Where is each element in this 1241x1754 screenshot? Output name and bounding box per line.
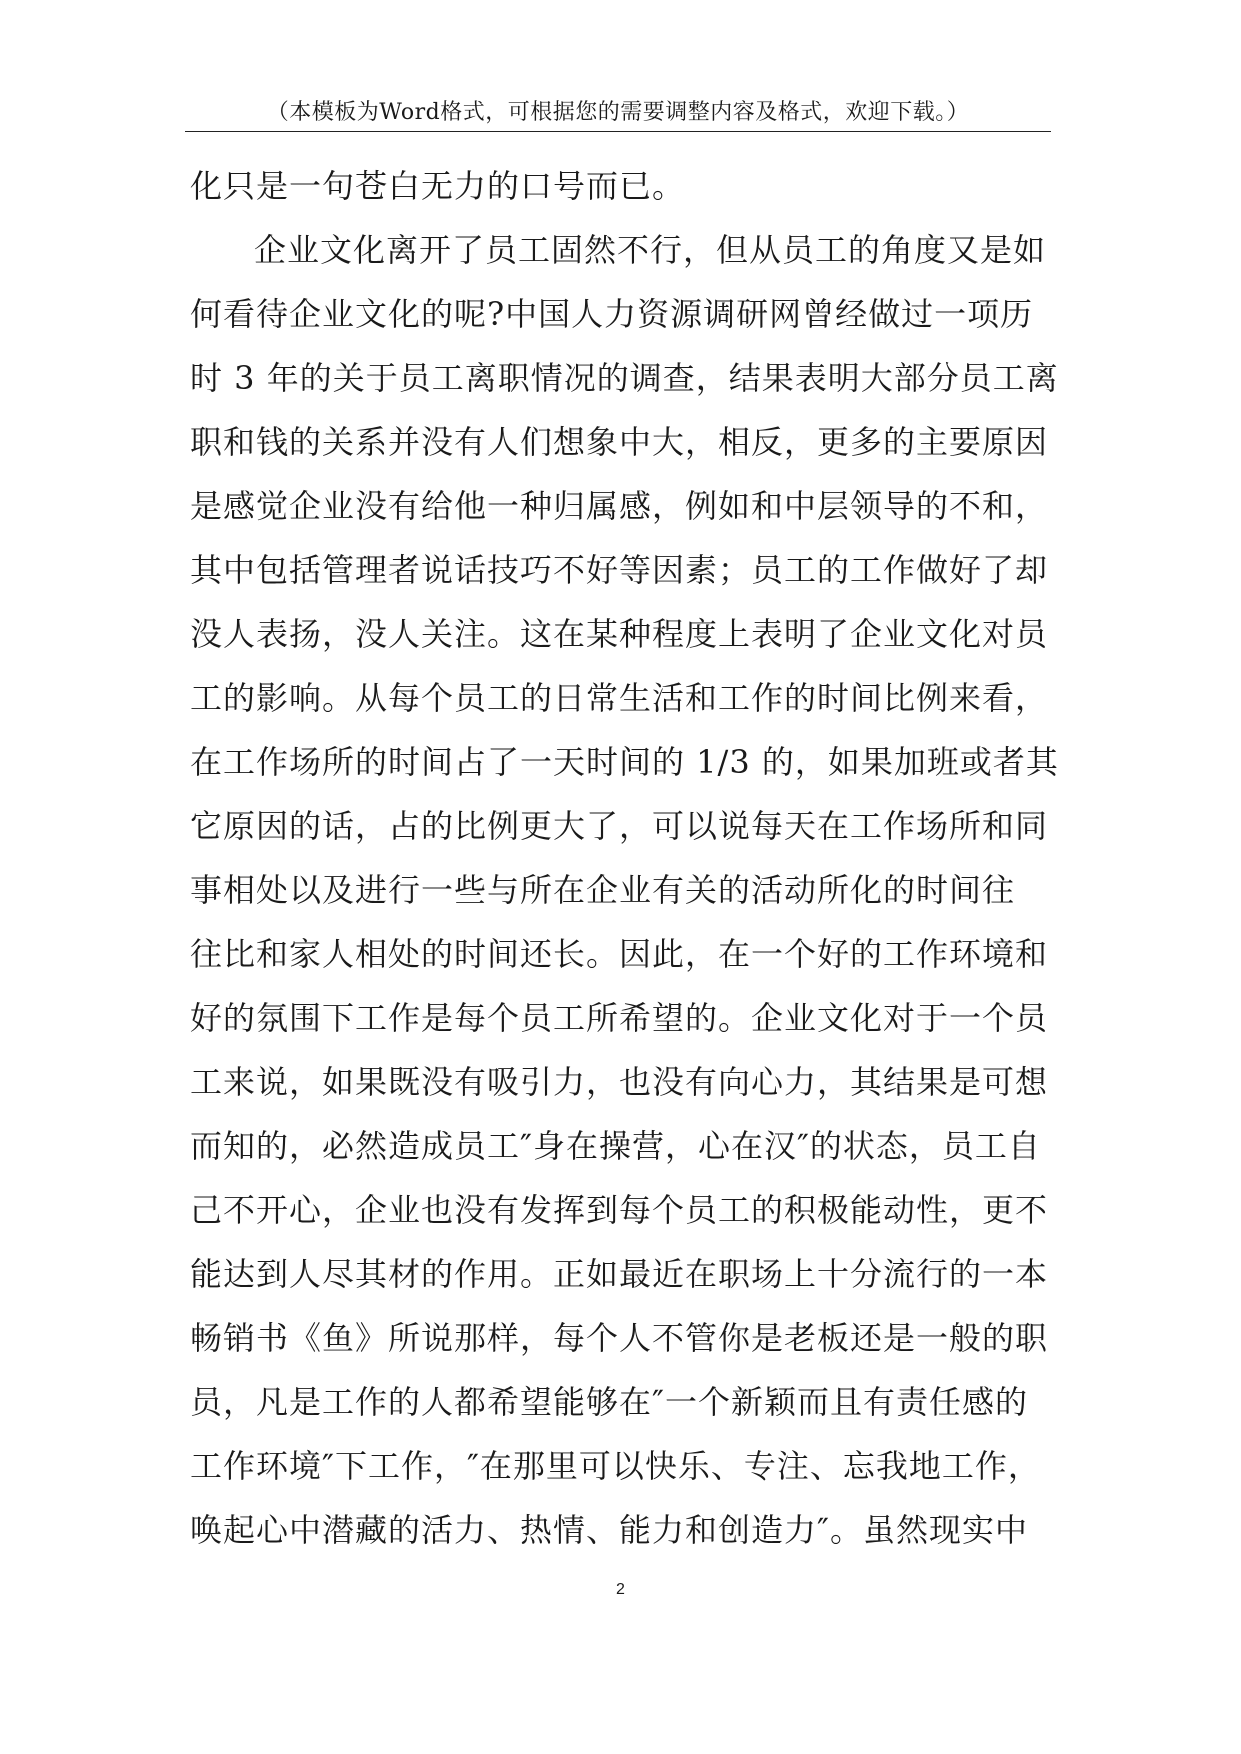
text-line: 己不开心，企业也没有发挥到每个员工的积极能动性，更不 (190, 1191, 1049, 1229)
text-line: 在工作场所的时间占了一天时间的 1/3 的，如果加班或者其 (190, 743, 1059, 781)
paragraph-first-line: 企业文化离开了员工固然不行，但从员工的角度又是如 (254, 231, 1047, 269)
text-line: 其中包括管理者说话技巧不好等因素；员工的工作做好了却 (190, 551, 1049, 589)
text-line: 而知的，必然造成员工″身在操营，心在汉″的状态，员工自 (190, 1127, 1041, 1165)
page-number: 2 (616, 1581, 625, 1598)
text-line: 工的影响。从每个员工的日常生活和工作的时间比例来看， (190, 679, 1049, 717)
text-line: 它原因的话，占的比例更大了，可以说每天在工作场所和同 (190, 807, 1049, 845)
text-line: 能达到人尽其材的作用。正如最近在职场上十分流行的一本 (190, 1255, 1049, 1293)
text-line: 工来说，如果既没有吸引力，也没有向心力，其结果是可想 (190, 1063, 1049, 1101)
text-line: 职和钱的关系并没有人们想象中大，相反，更多的主要原因 (190, 423, 1049, 461)
text-line: 工作环境″下工作，″在那里可以快乐、专注、忘我地工作， (190, 1447, 1041, 1485)
header-divider (185, 131, 1051, 132)
text-line: 员，凡是工作的人都希望能够在″一个新颖而且有责任感的 (190, 1383, 1028, 1421)
text-line: 好的氛围下工作是每个员工所希望的。企业文化对于一个员 (190, 999, 1049, 1037)
text-line: 往比和家人相处的时间还长。因此，在一个好的工作环境和 (190, 935, 1049, 973)
text-line: 唤起心中潜藏的活力、热情、能力和创造力″。虽然现实中 (190, 1511, 1028, 1549)
text-line: 事相处以及进行一些与所在企业有关的活动所化的时间往 (190, 871, 1016, 909)
document-body (190, 154, 1059, 1562)
text-line: 时 3 年的关于员工离职情况的调查，结果表明大部分员工离 (190, 359, 1059, 397)
page-header: （本模板为Word格式，可根据您的需要调整内容及格式，欢迎下载。） (266, 100, 970, 125)
text-line: 化只是一句苍白无力的口号而已。 (190, 167, 686, 205)
text-line: 何看待企业文化的呢?中国人力资源调研网曾经做过一项历 (190, 295, 1034, 333)
text-line: 畅销书《鱼》所说那样，每个人不管你是老板还是一般的职 (190, 1319, 1049, 1357)
text-line: 是感觉企业没有给他一种归属感，例如和中层领导的不和， (190, 487, 1049, 525)
text-line: 没人表扬，没人关注。这在某种程度上表明了企业文化对员 (190, 615, 1049, 653)
